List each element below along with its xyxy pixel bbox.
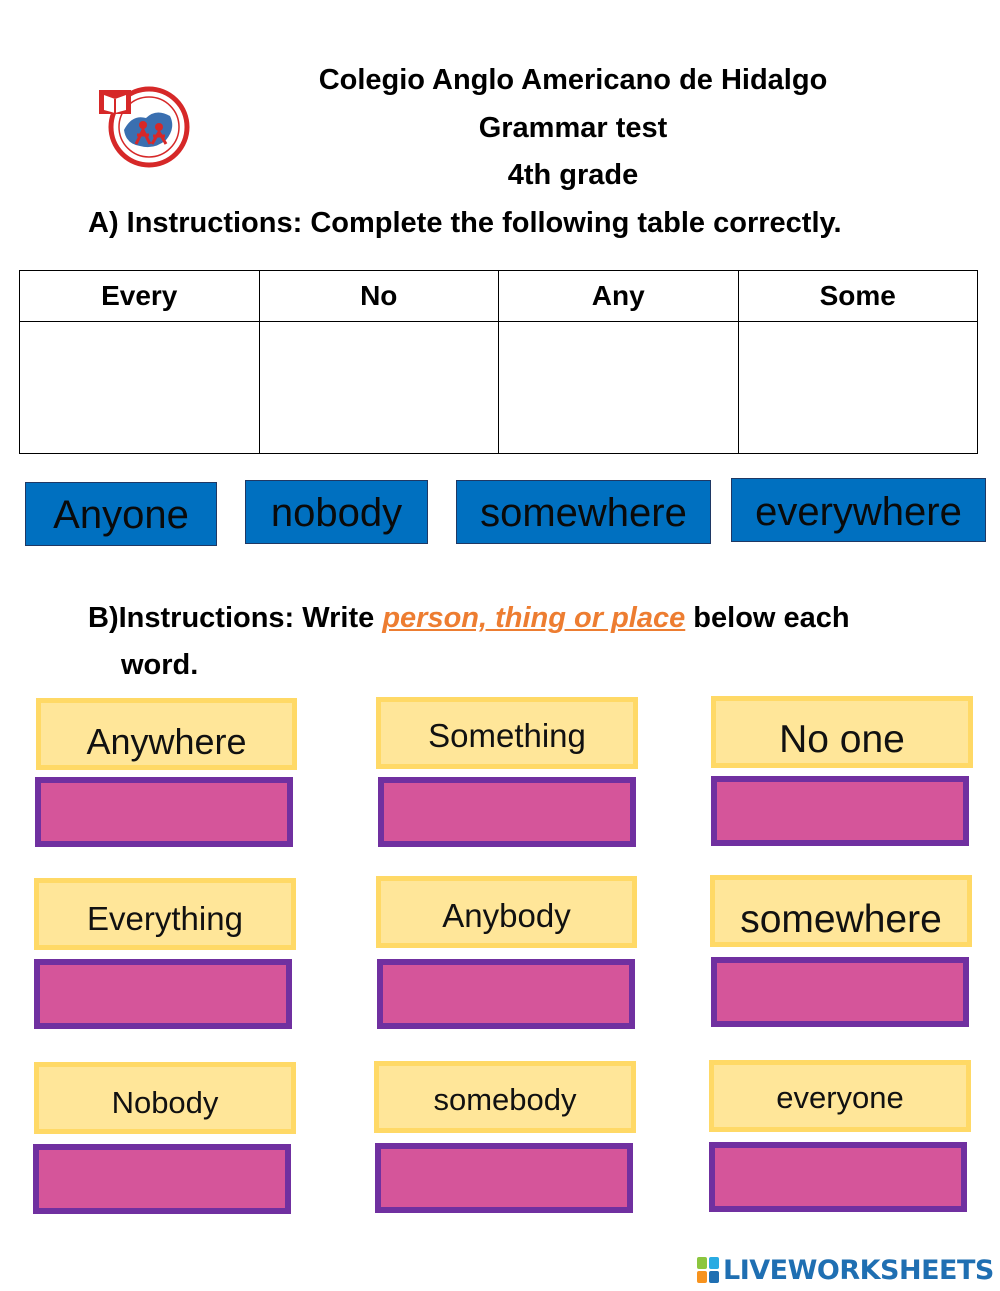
liveworksheets-logo-icon bbox=[697, 1257, 719, 1283]
answer-box-nobody[interactable] bbox=[33, 1144, 291, 1214]
test-title: Grammar test bbox=[478, 112, 668, 144]
word-tile-everywhere[interactable]: everywhere bbox=[731, 478, 986, 542]
school-logo-icon bbox=[96, 84, 196, 170]
word-card-no-one: No one bbox=[711, 696, 973, 768]
answer-box-somebody[interactable] bbox=[375, 1143, 633, 1213]
word-card-something: Something bbox=[376, 697, 638, 769]
word-card-everything: Everything bbox=[34, 878, 296, 950]
answer-box-something[interactable] bbox=[378, 777, 636, 847]
section-b-instruction bbox=[88, 600, 850, 636]
classification-table bbox=[19, 270, 978, 454]
drop-zone-some[interactable] bbox=[738, 322, 978, 454]
drop-zone-every[interactable] bbox=[20, 322, 260, 454]
liveworksheets-brand bbox=[697, 1254, 994, 1286]
word-tile-anyone[interactable]: Anyone bbox=[25, 482, 217, 546]
section-b-instruction-highlight: person, thing or place bbox=[382, 602, 686, 634]
answer-box-no-one[interactable] bbox=[711, 776, 969, 846]
word-card-somebody: somebody bbox=[374, 1061, 636, 1133]
answer-box-everything[interactable] bbox=[34, 959, 292, 1029]
section-a-instruction: A) Instructions: Complete the following table correctly. bbox=[88, 207, 842, 239]
drop-zone-no[interactable] bbox=[259, 322, 499, 454]
column-header-some: Some bbox=[738, 271, 978, 322]
answer-box-anybody[interactable] bbox=[377, 959, 635, 1029]
answer-box-somewhere[interactable] bbox=[711, 957, 969, 1027]
answer-box-anywhere[interactable] bbox=[35, 777, 293, 847]
word-tile-nobody[interactable]: nobody bbox=[245, 480, 428, 544]
word-tile-somewhere[interactable]: somewhere bbox=[456, 480, 711, 544]
drop-zone-any[interactable] bbox=[499, 322, 739, 454]
word-card-somewhere: somewhere bbox=[710, 875, 972, 947]
word-card-anybody: Anybody bbox=[376, 876, 637, 948]
section-b-instruction-prefix: B)Instructions: Write bbox=[88, 602, 383, 634]
word-card-anywhere: Anywhere bbox=[36, 698, 297, 770]
section-b-instruction-line2: word. bbox=[121, 649, 199, 681]
grade-label: 4th grade bbox=[507, 159, 639, 191]
column-header-every: Every bbox=[20, 271, 260, 322]
section-b-instruction-suffix: below each bbox=[685, 602, 850, 634]
word-card-everyone: everyone bbox=[709, 1060, 971, 1132]
school-name: Colegio Anglo Americano de Hidalgo bbox=[318, 64, 828, 96]
column-header-no: No bbox=[259, 271, 499, 322]
answer-box-everyone[interactable] bbox=[709, 1142, 967, 1212]
word-card-nobody: Nobody bbox=[34, 1062, 296, 1134]
column-header-any: Any bbox=[499, 271, 739, 322]
brand-name: LIVEWORKSHEETS bbox=[723, 1254, 994, 1286]
